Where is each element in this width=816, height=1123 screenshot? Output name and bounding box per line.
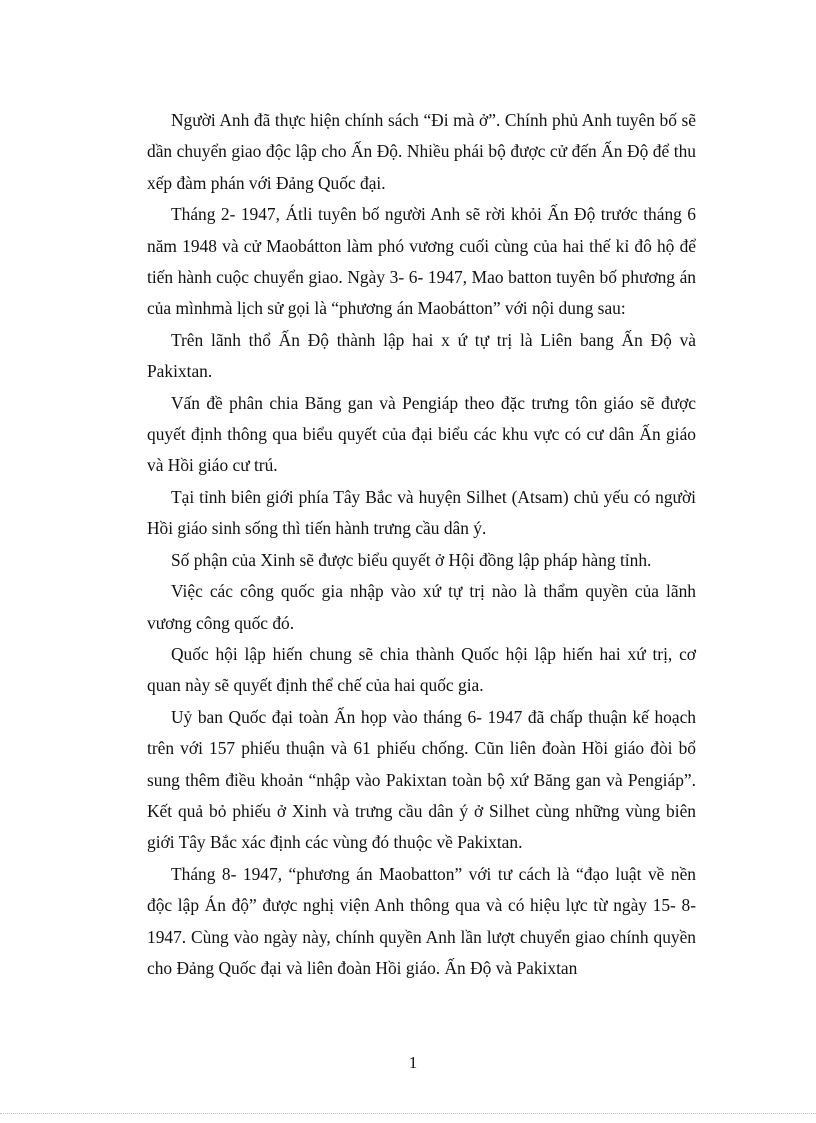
page-bottom-divider: [0, 1113, 816, 1114]
paragraph: Việc các công quốc gia nhập vào xứ tự trị nào là thẩm quyền của lãnh vương công quốc đó.: [147, 581, 696, 633]
paragraph: Người Anh đã thực hiện chính sách “Đi mà ở”. Chính phủ Anh tuyên bố sẽ dần chuyển giao độc lập cho Ấn Độ. Nhiều phái bộ được cử đến Ấn Độ để thu xếp đàm phán với Đảng Quốc đại.: [147, 110, 696, 193]
page-number: 1: [408, 1053, 418, 1072]
paragraph: Tháng 2- 1947, Átli tuyên bố người Anh sẽ rời khỏi Ấn Độ trước tháng 6 năm 1948 và cử Maobátton làm phó vương cuối cùng của hai thế kỉ đô hộ để tiến hành cuộc chuyển giao. Ngày 3- 6- 1947, Mao batton tuyên bố phương án của mìnhmà lịch sử gọi là “phương án Maobátton” với nội dung sau:: [147, 204, 696, 319]
document-body: [147, 105, 696, 984]
paragraph: Tại tỉnh biên giới phía Tây Bắc và huyện Silhet (Atsam) chủ yếu có người Hồi giáo sinh sống thì tiến hành trưng cầu dân ý.: [147, 486, 696, 539]
paragraph: Vấn đề phân chia Băng gan và Pengiáp theo đặc trưng tôn giáo sẽ được quyết định thông qua biểu quyết của đại biểu các khu vực có cư dân Ấn giáo và Hồi giáo cư trú.: [147, 392, 696, 476]
paragraph: Uỷ ban Quốc đại toàn Ấn họp vào tháng 6- 1947 đã chấp thuận kế hoạch trên với 157 phiếu thuận và 61 phiếu chống. Cũn liên đoàn Hồi giáo đòi bổ sung thêm điều khoản “nhập vào Pakixtan toàn bộ xứ Băng gan và Pengiáp”. Kết quả bỏ phiếu ở Xinh và trưng cầu dân ý ở Silhet cùng những vùng biên giới Tây Bắc xác định các vùng đó thuộc về Pakixtan.: [147, 706, 696, 853]
paragraph: Số phận của Xinh sẽ được biểu quyết ở Hội đồng lập pháp hàng tỉnh.: [171, 549, 652, 570]
paragraph: Tháng 8- 1947, “phương án Maobatton” với tư cách là “đạo luật về nền độc lập Án độ” được nghị viện Anh thông qua và có hiệu lực từ ngày 15- 8- 1947. Cùng vào ngày này, chính quyền Anh lần lượt chuyển giao chính quyền cho Đảng Quốc đại và liên đoàn Hồi giáo. Ấn Độ và Pakixtan: [147, 863, 696, 978]
paragraph: Quốc hội lập hiến chung sẽ chia thành Quốc hội lập hiến hai xứ trị, cơ quan này sẽ quyết định thể chế của hai quốc gia.: [147, 643, 696, 696]
paragraph: Trên lãnh thổ Ấn Độ thành lập hai x ứ tự trị là Liên bang Ấn Độ và Pakixtan.: [147, 329, 696, 382]
